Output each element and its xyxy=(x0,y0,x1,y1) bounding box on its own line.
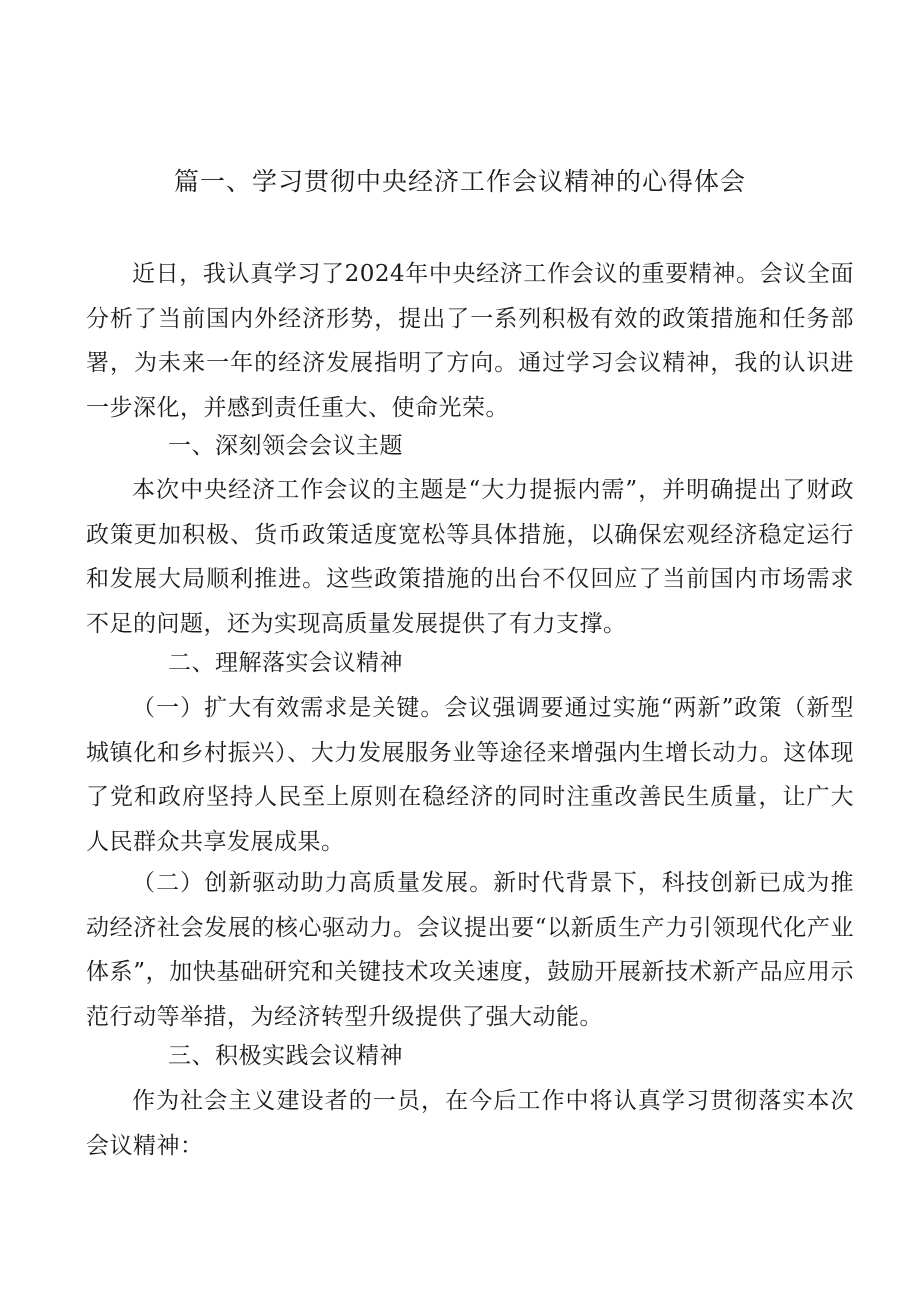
section-1-paragraph-1: 本次中央经济工作会议的主题是“大力提振内需”，并明确提出了财政政策更加积极、货币政策适度宽松等具体措施，以确保宏观经济稳定运行和发展大局顺利推进。这些政策措施的出台不仅回应了当前国内市场需求不足的问题，还为实现高质量发展提供了有力支撑。 xyxy=(86,477,854,637)
document-title: 篇一、学习贯彻中央经济工作会议精神的心得体会 xyxy=(173,167,746,196)
intro-paragraph: 近日，我认真学习了2024年中央经济工作会议的重要精神。会议全面分析了当前国内外经济形势，提出了一系列积极有效的政策措施和任务部署，为未来一年的经济发展指明了方向。通过学习会议精神，我的认识进一步深化，并感到责任重大、使命光荣。 xyxy=(86,261,854,421)
section-heading-2: 二、理解落实会议精神 xyxy=(168,650,403,676)
section-3-paragraph-1: 作为社会主义建设者的一员，在今后工作中将认真学习贯彻落实本次会议精神： xyxy=(86,1088,854,1159)
section-2-paragraph-2: （二）创新驱动助力高质量发展。新时代背景下，科技创新已成为推动经济社会发展的核心驱动力。会议提出要“以新质生产力引领现代化产业体系”，加快基础研究和关键技术攻关速度，鼓励开展新技术新产品应用示范行动等举措，为经济转型升级提供了强大动能。 xyxy=(86,870,854,1030)
section-heading-1: 一、深刻领会会议主题 xyxy=(168,433,403,459)
section-2-paragraph-1: （一）扩大有效需求是关键。会议强调要通过实施“两新”政策（新型城镇化和乡村振兴）、大力发展服务业等途径来增强内生增长动力。这体现了党和政府坚持人民至上原则在稳经济的同时注重改善民生质量，让广大人民群众共享发展成果。 xyxy=(86,695,854,855)
section-heading-3: 三、积极实践会议精神 xyxy=(168,1043,403,1069)
